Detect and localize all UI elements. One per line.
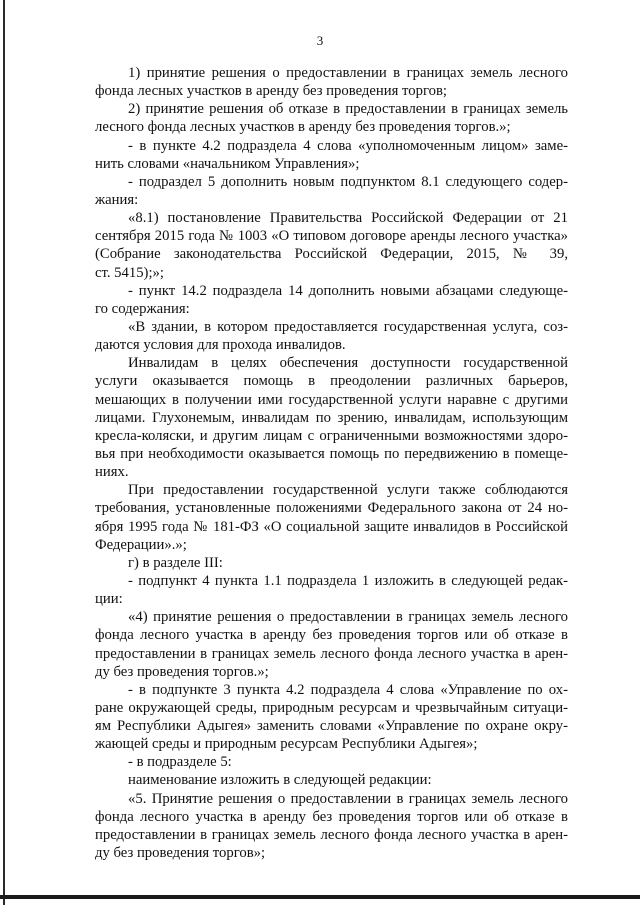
text-line: 1) принятие решения о предоставлении в границах земель лесного xyxy=(128,65,568,81)
text-line: (Собрание законодательства Российской Федерации, 2015, № 39, xyxy=(95,246,568,263)
text-line: фонда лесного участка в аренду без проведения торгов или об отказе в xyxy=(95,627,568,644)
text-line: фонда лесных участков в аренду без проведения торгов; xyxy=(95,83,447,100)
text-line: ям Республики Адыгея» заменить словами «Управление по охране окру- xyxy=(95,718,568,735)
scan-border-bottom xyxy=(0,895,640,899)
text-line: - в пункте 4.2 подраздела 4 слова «уполномоченным лицом» заме- xyxy=(128,137,568,154)
text-line: - пункт 14.2 подраздела 14 дополнить новыми абзацами следующе- xyxy=(128,282,568,299)
text-line: ст. 5415);»; xyxy=(95,264,164,281)
text-line: Федерации».»; xyxy=(95,536,187,553)
text-line: вья при необходимости оказывается помощь по передвижению в помеще- xyxy=(95,445,568,462)
text-line: фонда лесного участка в аренду без проведения торгов или об отказе в xyxy=(95,808,568,825)
page-number: 3 xyxy=(316,33,324,48)
text-line: сентября 2015 года № 1003 «О типовом договоре аренды лесного участка» xyxy=(95,228,568,245)
text-line: «В здании, в котором предоставляется государственная услуга, соз- xyxy=(128,318,568,335)
text-line: Инвалидам в целях обеспечения доступности государственной xyxy=(128,355,568,372)
text-line: ду без проведения торгов.»; xyxy=(95,663,269,680)
document-body xyxy=(95,64,568,862)
text-line: ября 1995 года № 181-ФЗ «О социальной защите инвалидов в Российской xyxy=(95,518,568,535)
text-line: ране окружающей среды, природным ресурсам и чрезвычайным ситуаци- xyxy=(95,699,568,716)
text-line: жания: xyxy=(95,191,139,208)
text-line: - подпункт 4 пункта 1.1 подраздела 1 изложить в следующей редак- xyxy=(128,572,568,589)
text-line: - в подразделе 5: xyxy=(128,754,232,771)
text-line: ции: xyxy=(95,591,123,608)
text-line: ду без проведения торгов»; xyxy=(95,845,266,862)
text-line: требования, установленные положениями Федерального закона от 24 но- xyxy=(95,500,568,517)
text-line: го содержания: xyxy=(95,300,190,317)
text-line: «8.1) постановление Правительства Российской Федерации от 21 xyxy=(128,210,568,227)
text-line: «4) принятие решения о предоставлении в границах земель лесного xyxy=(128,609,568,626)
text-line: «5. Принятие решения о предоставлении в границах земель лесного xyxy=(128,790,568,807)
text-line: 2) принятие решения об отказе в предоставлении в границах земель xyxy=(128,101,568,118)
text-line: При предоставлении государственной услуги также соблюдаются xyxy=(128,482,568,499)
text-line: - в подпункте 3 пункта 4.2 подраздела 4 слова «Управление по ох- xyxy=(128,681,568,698)
text-line: ниях. xyxy=(95,464,129,481)
text-line: мешающих в получении ими государственной услуги наравне с другими xyxy=(95,391,568,408)
scan-border-left xyxy=(3,0,5,905)
text-line: нить словами «начальником Управления»; xyxy=(95,155,360,172)
text-line: предоставлении в границах земель лесного фонда лесного участка в арен- xyxy=(95,826,568,843)
text-line: г) в разделе III: xyxy=(128,554,223,571)
text-line: даются условия для прохода инвалидов. xyxy=(95,337,346,354)
text-line: услуги оказывается помощь в преодолении различных барьеров, xyxy=(95,373,568,390)
text-line: лесного фонда лесных участков в аренду без проведения торгов.»; xyxy=(95,119,511,136)
text-line: - подраздел 5 дополнить новым подпунктом 8.1 следующего содер- xyxy=(128,173,568,190)
text-line: кресла-коляски, и другим лицам с ограниченными возможностями здоро- xyxy=(95,427,568,444)
text-line: лицами. Глухонемым, инвалидам по зрению, инвалидам, использующим xyxy=(95,409,568,426)
text-line: жающей среды и природным ресурсам Республики Адыгея»; xyxy=(95,736,478,753)
text-line: предоставлении в границах земель лесного фонда лесного участка в арен- xyxy=(95,645,568,662)
text-line: наименование изложить в следующей редакции: xyxy=(128,772,432,789)
